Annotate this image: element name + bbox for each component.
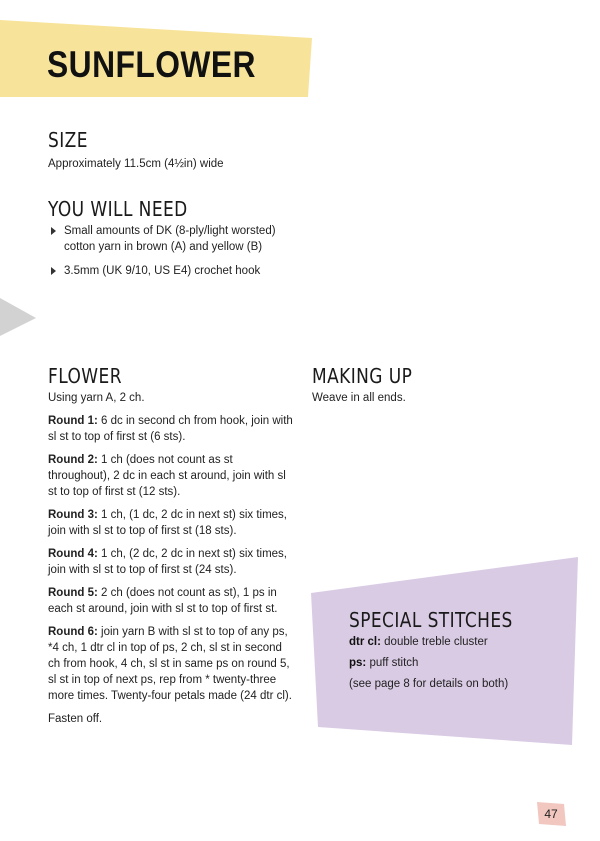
making-up-text: Weave in all ends. xyxy=(312,392,406,404)
round-6 xyxy=(48,624,296,704)
flower-intro: Using yarn A, 2 ch. xyxy=(48,392,145,404)
need-heading: YOU WILL NEED xyxy=(48,197,188,221)
page-number: 47 xyxy=(544,807,558,821)
special-label: ps: xyxy=(349,657,367,669)
round-2 xyxy=(48,452,296,500)
need-item: 3.5mm (UK 9/10, US E4) crochet hook xyxy=(48,263,308,279)
special-item-dtr-cl xyxy=(349,634,488,650)
need-item: Small amounts of DK (8-ply/light worsted) cotton yarn in brown (A) and yellow (B) xyxy=(48,223,308,255)
round-5 xyxy=(48,585,296,617)
special-label: dtr cl: xyxy=(349,636,381,648)
making-up-heading: MAKING UP xyxy=(312,364,413,388)
round-4 xyxy=(48,546,296,578)
special-text: double treble cluster xyxy=(380,636,488,648)
special-text: puff stitch xyxy=(366,657,419,669)
round-text: 1 ch, (1 dc, 2 dc in next st) six times, join with sl st to top of first st (18 sts). xyxy=(48,509,288,537)
round-text: 2 ch (does not count as st), 1 ps in each st around, join with sl st to top of first st. xyxy=(48,587,278,615)
round-label: Round 2: xyxy=(48,454,98,466)
round-label: Round 3: xyxy=(48,509,98,521)
round-label: Round 4: xyxy=(48,548,98,560)
round-text: 6 dc in second ch from hook, join with sl st to top of first st (6 sts). xyxy=(48,415,293,443)
round-label: Round 5: xyxy=(48,587,98,599)
special-stitches-box xyxy=(311,557,578,745)
round-text: 1 ch (does not count as st throughout), 2 dc in each st around, join with sl st to top of first st (12 sts). xyxy=(48,454,286,498)
special-note: (see page 8 for details on both) xyxy=(349,678,509,690)
special-item-ps xyxy=(349,655,418,671)
round-label: Round 6: xyxy=(48,626,98,638)
round-1 xyxy=(48,413,296,445)
fasten-off-text: Fasten off. xyxy=(48,713,103,725)
special-stitches-heading: SPECIAL STITCHES xyxy=(349,608,513,632)
page-title: SUNFLOWER xyxy=(47,44,256,85)
round-3 xyxy=(48,507,296,539)
flower-heading: FLOWER xyxy=(48,364,122,388)
round-text: join yarn B with sl st to top of any ps, *4 ch, 1 dtr cl in top of ps, 2 ch, sl st in second ch from hook, 4 ch, sl st in same ps on round 5, sl st in top of next ps, rep from * twenty-three more times. Twenty-four petals made (24 dtr cl). xyxy=(48,626,292,702)
need-list xyxy=(48,223,308,287)
flower-instructions xyxy=(48,390,296,734)
round-text: 1 ch, (2 dc, 2 dc in next st) six times, join with sl st to top of first st (24 sts). xyxy=(48,548,288,576)
side-triangle xyxy=(0,298,36,336)
size-text: Approximately 11.5cm (4½in) wide xyxy=(48,158,224,170)
size-heading: SIZE xyxy=(48,128,88,152)
round-label: Round 1: xyxy=(48,415,98,427)
